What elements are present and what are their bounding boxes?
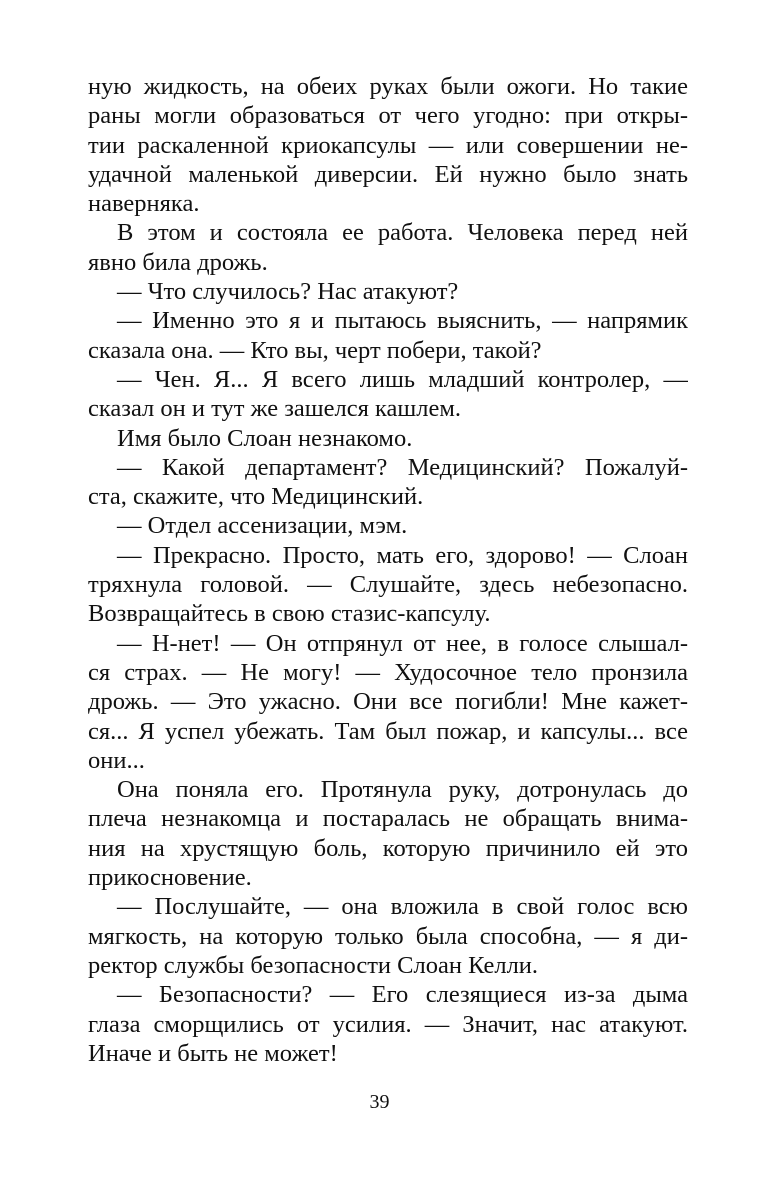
text-line: — Послушайте, — она вложила в свой голос всю bbox=[117, 893, 688, 921]
text-line: Она поняла его. Протянула руку, дотронулась до bbox=[117, 776, 688, 804]
text-line: плеча незнакомца и постаралась не обращать внима- bbox=[88, 805, 688, 833]
text-line: — Прекрасно. Просто, мать его, здорово! — Слоан bbox=[117, 541, 688, 569]
text-line: прикосновение. bbox=[88, 864, 252, 892]
text-line: тии раскаленной криокапсулы — или совершении не- bbox=[88, 131, 688, 159]
text-line: В этом и состояла ее работа. Человека перед ней bbox=[117, 219, 688, 247]
page-number: 39 bbox=[369, 1091, 390, 1113]
text-line: тряхнула головой. — Слушайте, здесь небезопасно. bbox=[88, 571, 688, 599]
text-line: — Чен. Я... Я всего лишь младший контролер, — bbox=[117, 365, 688, 393]
text-line: — Какой департамент? Медицинский? Пожалуй- bbox=[117, 453, 688, 481]
text-line: мягкость, на которую только была способна, — я ди- bbox=[88, 922, 688, 950]
text-line: дрожь. — Это ужасно. Они все погибли! Мне кажет- bbox=[88, 688, 688, 716]
text-line: глаза сморщились от усилия. — Значит, нас атакуют. bbox=[88, 1010, 688, 1038]
text-line: ректор службы безопасности Слоан Келли. bbox=[88, 951, 539, 979]
text-line: — Безопасности? — Его слезящиеся из-за дыма bbox=[117, 981, 688, 1009]
text-line: удачной маленькой диверсии. Ей нужно было знать bbox=[88, 160, 688, 188]
text-line: Возвращайтесь в свою стазис-капсулу. bbox=[88, 600, 491, 628]
text-line: наверняка. bbox=[88, 190, 200, 218]
text-line: — Именно это я и пытаюсь выяснить, — напрямик bbox=[117, 307, 688, 335]
text-line: сказала она. — Кто вы, черт побери, такой? bbox=[88, 336, 542, 364]
text-line: Иначе и быть не может! bbox=[88, 1039, 338, 1067]
text-line: сказал он и тут же зашелся кашлем. bbox=[88, 395, 461, 423]
text-line: явно била дрожь. bbox=[88, 248, 268, 276]
text-line: — Отдел ассенизации, мэм. bbox=[117, 512, 408, 540]
text-line: раны могли образоваться от чего угодно: при откры- bbox=[88, 102, 688, 130]
text-line: — Н-нет! — Он отпрянул от нее, в голосе слышал- bbox=[117, 629, 688, 657]
text-line: Имя было Слоан незнакомо. bbox=[117, 424, 413, 452]
text-line: они... bbox=[88, 746, 145, 774]
text-line: ся страх. — Не могу! — Худосочное тело пронзила bbox=[88, 658, 688, 686]
text-line: ся... Я успел убежать. Там был пожар, и капсулы... все bbox=[88, 717, 688, 745]
text-line: ния на хрустящую боль, которую причинило ей это bbox=[88, 834, 688, 862]
text-line: ста, скажите, что Медицинский. bbox=[88, 483, 424, 511]
text-line: ную жидкость, на обеих руках были ожоги. Но такие bbox=[88, 73, 688, 100]
text-line: — Что случилось? Нас атакуют? bbox=[117, 278, 459, 306]
body-text bbox=[88, 72, 688, 1068]
